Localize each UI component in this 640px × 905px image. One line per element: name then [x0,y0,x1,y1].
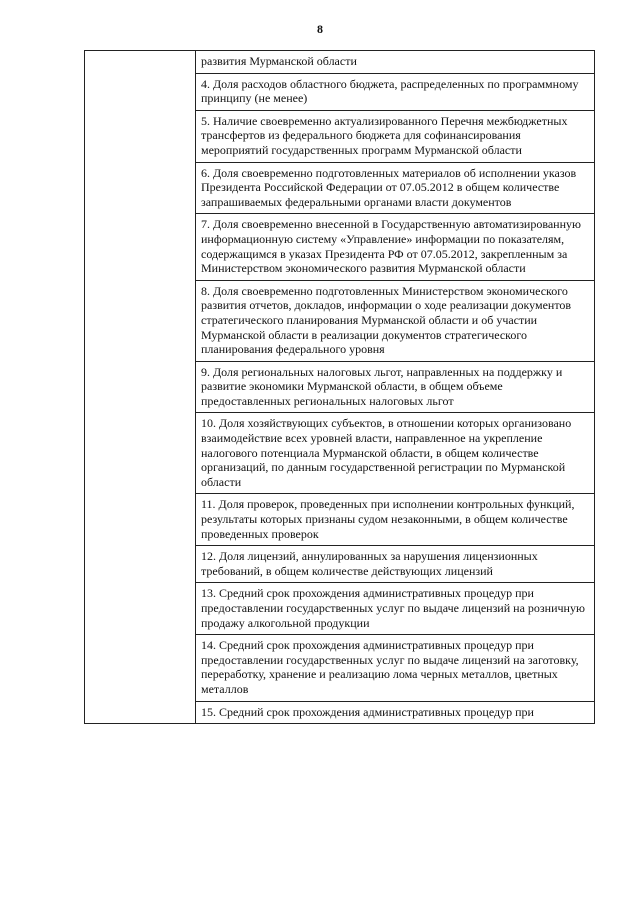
indicator-text: 13. Средний срок прохождения административных процедур при предоставлении государственных услуг по выдаче лицензий на розничную продажу алкогольной продукции [196,583,595,635]
table-row [85,51,595,74]
indicator-text: развития Мурманской области [196,51,595,74]
page-number: 8 [317,22,323,36]
indicator-text: 5. Наличие своевременно актуализированного Перечня межбюджетных трансфертов из федерального бюджета для софинансирования мероприятий государственных программ Мурманской области [196,110,595,162]
indicator-text: 6. Доля своевременно подготовленных материалов об исполнении указов Президента Российской Федерации от 07.05.2012 в общем количестве запрашиваемых федеральными органами власти документов [196,162,595,214]
indicator-text: 8. Доля своевременно подготовленных Министерством экономического развития отчетов, докладов, информации о ходе реализации документов стратегического планирования Мурманской области и об участии Мурманской области в реализации документов стратегического планирования федерального уровня [196,280,595,361]
indicator-text: 10. Доля хозяйствующих субъектов, в отношении которых организовано взаимодействие всех уровней власти, направленное на укрепление налогового потенциала Мурманской области, в общем количестве организаций, по данным государственной регистрации по Мурманской области [196,413,595,494]
indicator-text: 15. Средний срок прохождения административных процедур при [196,701,595,724]
indicator-text: 12. Доля лицензий, аннулированных за нарушения лицензионных требований, в общем количестве действующих лицензий [196,546,595,583]
indicators-table [84,50,595,724]
indicator-text: 7. Доля своевременно внесенной в Государственную автоматизированную информационную систему «Управление» информации по показателям, содержащимся в указах Президента РФ от 07.05.2012, закрепленным за Министерством экономического развития Мурманской области [196,214,595,280]
indicator-text: 9. Доля региональных налоговых льгот, направленных на поддержку и развитие экономики Мурманской области, в общем объеме предоставленных региональных налоговых льгот [196,361,595,413]
indicator-text: 11. Доля проверок, проведенных при исполнении контрольных функций, результаты которых признаны судом незаконными, в общем количестве проведенных проверок [196,494,595,546]
indicator-text: 4. Доля расходов областного бюджета, распределенных по программному принципу (не менее) [196,73,595,110]
indicator-text: 14. Средний срок прохождения административных процедур при предоставлении государственных услуг по выдаче лицензий на заготовку, переработку, хранение и реализацию лома черных металлов, цветных металлов [196,635,595,701]
left-column-cell [85,51,196,724]
